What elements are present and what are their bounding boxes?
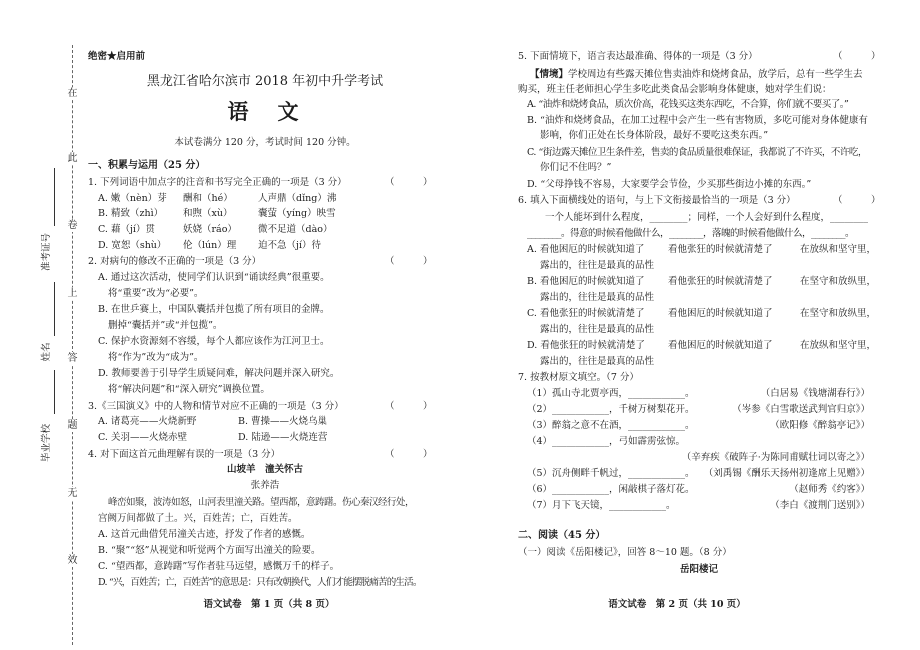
q1-option-a-word-1: A. 嫩（nèn）芽 [98, 193, 167, 204]
binding-label-name: 姓名 [41, 342, 52, 362]
answer-bracket: （ ） [833, 195, 881, 206]
section-heading-2: 二、阅读（45 分） [518, 530, 606, 541]
binding-label-school: 毕业学校 [41, 424, 52, 463]
binding-seal-char: 答 [67, 353, 78, 364]
binding-blank-name [54, 282, 55, 336]
reading-title: 岳阳楼记 [679, 564, 718, 575]
q7-item-source: （李白《渡荆门送别》） [770, 500, 870, 511]
q2-option-d-fix: 将“解决问题”和“深入研究”调换位置。 [108, 384, 270, 395]
q4-option-a: A. 这首元曲借凭吊潼关古迹，抒发了作者的感慨。 [98, 529, 311, 540]
answer-bracket: （ ） [385, 177, 433, 188]
q1-option-b-word-2: 和煦（xù） [183, 208, 233, 219]
exam-title: 黑龙江省哈尔滨市 2018 年初中升学考试 [146, 74, 384, 89]
q7-item-source: （辛弃疾《破阵子·为陈同甫赋壮词以寄之》） [681, 452, 870, 463]
binding-seal-char: 在 [67, 88, 78, 99]
q1-option-b-word-1: B. 精致（zhì） [98, 208, 164, 219]
q1-option-a-word-2: 酬和（hé） [183, 193, 233, 204]
question-2-stem: 2. 对病句的修改不正确的一项是（3 分） [88, 256, 262, 267]
question-7-stem: 7. 按教材原文填空。（7 分） [518, 372, 639, 383]
q6-option-d-cont: 露出的，往往是最真的品性 [540, 356, 655, 367]
answer-bracket: （ ） [833, 51, 881, 62]
poem-title: 山坡羊 潼关怀古 [226, 464, 303, 475]
q7-item-source: （欧阳修《醉翁亭记》） [770, 420, 870, 431]
q3-option-d: D. 陆逊——火烧连营 [238, 432, 328, 443]
answer-bracket: （ ） [385, 449, 433, 460]
q6-option-d-part-3: 在放纵和坚守里， [800, 340, 877, 351]
q1-option-b-word-3: 囊萤（yíng）映雪 [258, 208, 336, 219]
q6-option-c-cont: 露出的，往往是最真的品性 [540, 324, 655, 335]
q2-option-a-fix: 将“重要”改为“必要”。 [108, 288, 204, 299]
q2-option-a: A. 通过这次活动，使同学们认识到“诵读经典”很重要。 [98, 272, 330, 283]
q6-option-d-part-1: D. 看他张狂的时候就清楚了 [527, 340, 645, 351]
q5-option-b-cont: 影响，你们正处在长身体阶段，最好不要吃这类东西。” [540, 130, 769, 141]
q5-option-b: B. “油炸和烧烤食品，在加工过程中会产生一些有害物质，多吃可能对身体健康有 [527, 115, 868, 126]
binding-seal-char: 无 [67, 488, 78, 499]
q6-option-a-part-3: 在放纵和坚守里， [800, 244, 877, 255]
q5-option-c: C. “街边露天摊位卫生条件差，售卖的食品质量很难保证，我都说了不许买，不许吃， [527, 147, 867, 158]
q6-option-b-part-3: 在坚守和放纵里， [800, 276, 877, 287]
q7-item-text: （5）沉舟侧畔千帆过，____________。 [527, 468, 695, 479]
binding-seal-char: 卷 [67, 220, 78, 231]
confidential-mark: 绝密★启用前 [88, 51, 146, 62]
question-3-stem: 3.《三国演义》中的人物和情节对应不正确的一项是（3 分） [88, 401, 344, 412]
q7-item-source: （岑参《白雪歌送武判官归京》） [732, 404, 870, 415]
q2-option-b-fix: 删掉“囊括并”或“并包揽”。 [108, 320, 223, 331]
poem-line: 峰峦如聚，波涛如怒，山河表里潼关路。望西都，意踌躇。伤心秦汉经行处， [108, 497, 415, 508]
q7-item-text: （1）孤山寺北贾亭西，____________。 [527, 388, 695, 399]
q6-option-d-part-2: 看他困厄的时候就知道了 [668, 340, 773, 351]
q6-option-a-part-2: 看他张狂的时候就清楚了 [668, 244, 773, 255]
binding-seal-char: 效 [67, 555, 78, 566]
q2-option-d: D. 教师要善于引导学生质疑问难，解决问题并深入研究。 [98, 368, 340, 379]
q5-option-c-cont: 你们记不住吗？” [540, 162, 612, 173]
q3-option-c: C. 关羽——火烧赤壁 [98, 432, 187, 443]
page-footer-right: 语文试卷 第 2 页（共 10 页） [608, 599, 746, 610]
q6-passage-line: 一个人能坏到什么程度，________；同样，一个人会好到什么程度，________ [545, 212, 869, 223]
q7-item-text: （6）____________，闲敲棋子落灯花。 [527, 484, 695, 495]
poem-author: 张养浩 [250, 480, 280, 491]
q7-item-text: （7）月下飞天镜，____________。 [527, 500, 676, 511]
poem-line: 宫阙万间都做了土。兴，百姓苦；亡，百姓苦。 [98, 513, 298, 524]
q1-option-c-word-3: 微不足道（dào） [258, 224, 333, 235]
q7-item-text: （2）____________，千树万树梨花开。 [527, 404, 695, 415]
binding-seal-char: 上 [67, 288, 78, 299]
answer-bracket: （ ） [385, 256, 433, 267]
binding-seal-char: 题 [67, 420, 78, 431]
q1-option-c-word-1: C. 藉（jí）贯 [98, 224, 155, 235]
q5-context-text: 学校周边有些露天摊位售卖油炸和烧烤食品，放学后，总有一些学生去 [568, 69, 863, 80]
q5-context-line [530, 69, 863, 81]
q1-option-c-word-2: 妖娆（ráo） [183, 224, 237, 235]
q7-item-source: （刘禹锡《酬乐天扬州初逢席上见赠》） [703, 468, 870, 479]
q6-option-b-part-1: B. 看他困厄的时候就知道了 [527, 276, 645, 287]
exam-note: 本试卷满分 120 分，考试时间 120 分钟。 [174, 137, 356, 148]
q6-option-a-cont: 露出的，往往是最真的品性 [540, 260, 655, 271]
q7-item-text: （3）醉翁之意不在酒，____________。 [527, 420, 695, 431]
q6-option-c-part-2: 看他困厄的时候就知道了 [668, 308, 773, 319]
q7-item-source: （白居易《钱塘湖春行》） [760, 388, 870, 399]
q5-context-line: 购买，班主任老师担心学生多吃此类食品会影响身体健康，她对学生们说： [518, 84, 832, 95]
q5-option-d: D. “父母挣钱不容易，大家要学会节俭，少买那些街边小摊的东西。” [527, 179, 812, 190]
q3-option-a: A. 诸葛亮——火烧新野 [98, 416, 197, 427]
q6-option-a-part-1: A. 看他困厄的时候就知道了 [527, 244, 645, 255]
q1-option-d-word-1: D. 宽恕（shù） [98, 240, 167, 251]
question-1-stem: 1. 下列词语中加点字的注音和书写完全正确的一项是（3 分） [88, 177, 347, 188]
question-4-stem: 4. 对下面这首元曲理解有误的一项是（3 分） [88, 449, 281, 460]
question-5-stem: 5. 下面情境下，语言表达最准确、得体的一项是（3 分） [518, 51, 758, 62]
section-heading-1: 一、积累与运用（25 分） [88, 160, 206, 171]
q3-option-b: B. 曹操——火烧乌巢 [238, 416, 328, 427]
q5-option-a: A. “油炸和烧烤食品，质次价高，花钱买这类东西吃，不合算，你们就不要买了。” [527, 99, 849, 110]
q6-passage-line: ________。得意的时候看他做什么，________，落魄的时候看他做什么，________。 [527, 228, 855, 239]
q7-item-text: （4）____________，弓如霹雳弦惊。 [527, 436, 686, 447]
q7-item-source: （赵师秀《约客》） [789, 484, 870, 495]
binding-blank-exam-id [54, 168, 55, 226]
q4-option-b: B. “聚”“怒”从视觉和听觉两个方面写出潼关的险要。 [98, 545, 321, 556]
q2-option-c: C. 保护水资源刻不容缓，每个人都应该作为江河卫士。 [98, 336, 330, 347]
page-footer-left: 语文试卷 第 1 页（共 8 页） [203, 599, 335, 610]
q2-option-b: B. 在世乒赛上，中国队囊括并包揽了所有项目的金牌。 [98, 304, 330, 315]
q6-option-b-cont: 露出的，往往是最真的品性 [540, 292, 655, 303]
q1-option-a-word-3: 人声鼎（dǐng）沸 [258, 193, 337, 204]
q6-option-b-part-2: 看他张狂的时候就清楚了 [668, 276, 773, 287]
subsection-heading: （一）阅读《岳阳楼记》，回答 8～10 题。（8 分） [518, 547, 732, 558]
binding-label-exam-id: 准考证号 [41, 233, 52, 272]
q6-option-c-part-1: C. 看他张狂的时候就清楚了 [527, 308, 645, 319]
q4-option-d: D. “兴，百姓苦；亡，百姓苦”的意思是：只有改朝换代，人们才能摆脱痛苦的生活。 [98, 577, 422, 588]
q6-option-c-part-3: 在坚守和放纵里， [800, 308, 877, 319]
answer-bracket: （ ） [385, 401, 433, 412]
q4-option-c: C. “望西都，意踌躇”写作者驻马远望，感慨万千的样子。 [98, 561, 340, 572]
q1-option-d-word-2: 伦（lún）理 [183, 240, 237, 251]
q5-context-label: 【情境】 [530, 69, 569, 80]
question-6-stem: 6. 填入下面横线处的语句，与上下文衔接最恰当的一项是（3 分） [518, 195, 796, 206]
q2-option-c-fix: 将“作为”改为“成为”。 [108, 352, 204, 363]
q1-option-d-word-3: 迫不急（jí）待 [258, 240, 321, 251]
binding-seal-char: 此 [67, 153, 78, 164]
binding-blank-school [54, 370, 55, 414]
subject-title: 语 文 [227, 99, 303, 124]
